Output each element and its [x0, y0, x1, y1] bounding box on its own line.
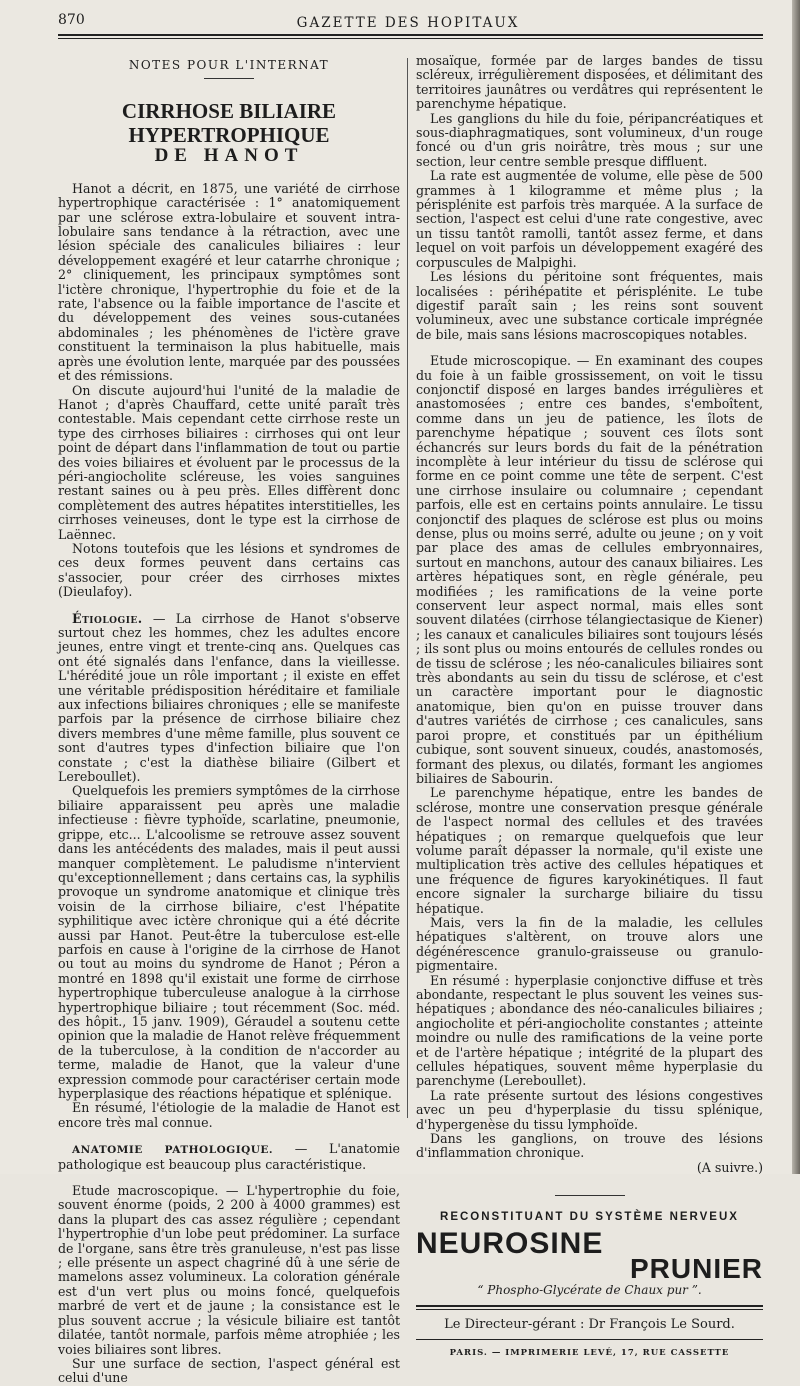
footer-rule — [416, 1305, 763, 1307]
paragraph: Quelquefois les premiers symptômes de la cirrhose biliaire apparaissent peu après une maladie infectieuse : fièvre typhoïde, scarlatine, pneumonie, grippe, etc... L'alcoolisme se retrouve assez souvent dans les antécédents des malades, mais il peut aussi manquer complètement. Le paludisme n'intervient qu'exceptionnellement ; dans certains cas, la syphilis provoque un syndrome anatomique et clinique très voisin de la cirrhose biliaire, c'est l'hépatite syphilitique avec ictère chronique qui a été décrite aussi par Hanot. Peut-être la tuberculose est-elle parfois en cause à l'origine de la cirrhose de Hanot ou tout au moins du syndrome de Hanot ; Péron a montré en 1898 qu'il existait une forme de cirrhose hypertrophique tuberculeuse analogue à la cirrhose hypertrophique biliaire ; tout récemment (Soc. méd. des hôpit., 15 janv. 1909), Géraudel a soutenu cette opinion que la maladie de Hanot relève fréquemment de la tuberculose, à la condition de n'accorder au terme, maladie de Hanot, que la valeur d'une expression commode pour caractériser certain mode hyperplasique des réactions hépatique et splénique. — [58, 783, 400, 1101]
paragraph: En résumé, l'étiologie de la maladie de Hanot est encore très mal connue. — [58, 1100, 400, 1130]
paragraph-etiologie — [58, 612, 400, 785]
paragraph: En résumé : hyperplasie conjonctive diffuse et très abondante, respectant le plus souvent les veines sus-hépatiques ; abondance des néo-canalicules biliaires ; angiocholite et péri-angiocholite constantes ; atteinte moindre ou nulle des ramifications de la veine porte et de l'artère hépatique ; intégrité de la plupart des cellules hépatiques, souvent même hyperplasie du parenchyme (Lereboullet). — [416, 972, 763, 1089]
article-subtitle: DE HANOT — [154, 145, 304, 167]
paragraph: Le parenchyme hépatique, entre les bandes de sclérose, montre une conservation presque générale de l'aspect normal des cellules et des travées hépatiques ; on remarque quelquefois que leur volume paraît dépasser la normale, qu'il existe une multiplication très active des cellules hépatiques et une fréquence de figures karyokinétiques. Il faut encore signaler la surcharge biliaire du tissu hépatique. — [416, 785, 763, 916]
ad-maker-name: PRUNIER — [629, 1252, 763, 1284]
header-rule — [58, 34, 763, 36]
paragraph: Hanot a décrit, en 1875, une variété de cirrhose hypertrophique caractérisée : 1° anatomiquement par une sclérose extra-lobulaire et souvent intra-lobulaire sans tendance à la rétraction, avec une lésion spéciale des canalicules biliaires : leur développement exagéré et leur catarrhe chronique ; 2° cliniquement, les principaux symptômes sont l'ictère chronique, l'hypertrophie du foie et de la rate, l'absence ou la faible importance de l'ascite et du développement des veines sous-cutanées abdominales ; les phénomènes de l'ictère grave constituent la terminaison la plus habituelle, mais après une évolution lente, marquée par des poussées et des rémissions. — [58, 180, 400, 384]
paragraph: On discute aujourd'hui l'unité de la maladie de Hanot ; d'après Chauffard, cette unité paraît très contestable. Mais cependant cette cirrhose reste un type des cirrhoses biliaires : cirrhoses qui ont leur point de départ dans l'inflammation de tout ou partie des voies biliaires et évoluent par le processus de la péri-angiocholite scléreuse, les voies sanguines restant saines ou à peu près. Elles diffèrent donc complètement des autres hépatites interstitielles, les cirrhoses veineuses, dont le type est la cirrhose de Laënnec. — [58, 382, 400, 542]
paragraph: Sur une surface de section, l'aspect général est celui d'une — [58, 1355, 400, 1386]
paragraph: mosaïque, formée par de larges bandes de tissu scléreux, irrégulièrement disposées, et délimitant des territoires jaunâtres ou verdâtres qui représentent le parenchyme hépatique. — [416, 53, 763, 112]
paragraph: Etude microscopique. — En examinant des coupes du foie à un faible grossissement, on voit le tissu conjonctif disposé en larges bandes irrégulières et anastomosées ; entre ces bandes, s'emboîtent, comme dans un jeu de patience, les îlots de parenchyme hépatique ; souvent ces îlots sont échancrés sur leurs bords du fait de la pénétration incomplète à leur intérieur du tissu de sclérose qui forme en ce point comme une tête de serpent. C'est une cirrhose insulaire ou columnaire ; cependant parfois, elle est en certains points annulaire. Le tissu conjonctif des plaques de sclérose est plus ou moins dense, plus ou moins serré, adulte ou jeune ; on y voit par place des amas de cellules embryonnaires, surtout en manchons, autour des canaux biliaires. Les artères hépatiques sont, en règle générale, peu modifiées ; les ramifications de la veine porte conservent leur aspect normal, mais elles sont souvent dilatées (cirrhose télangiectasique de Kiener) ; les canaux et canalicules biliaires sont toujours lésés ; ils sont plus ou moins entourés de cellules rondes ou de tissu de sclérose ; les néo-canalicules biliaires sont très abondants au sein du tissu de sclérose, et c'est un caractère important pour le diagnostic anatomique, bien qu'on en puisse trouver dans d'autres variétés de cirrhose ; ces canalicules, sans paroi propre, et constitués par un épithélium cubique, sont souvent sinueux, coudés, anastomosés, formant des plexus, ou dilatés, formant les angiomes biliaires de Sabourin. — [416, 353, 763, 786]
director-credit: Le Directeur-gérant : Dr François Le Sourd. — [444, 1317, 735, 1333]
paragraph: Les lésions du péritoine sont fréquentes, mais localisées : périhépatite et périsplénite. Le tube digestif paraît sain ; les reins sont souvent volumineux, avec une substance corticale imprégnée de bile, mais sans lésions macroscopiques notables. — [416, 269, 763, 342]
footer-rule-lower — [416, 1339, 763, 1340]
section-heading: NOTES POUR L'INTERNAT — [128, 58, 330, 72]
page-number: 870 — [58, 12, 85, 28]
column-divider — [407, 58, 408, 1118]
to-be-continued: (A suivre.) — [696, 1159, 763, 1175]
paragraph-text: — L'anatomie pathologique est beaucoup plus caractéristique. — [58, 1141, 400, 1172]
left-column — [58, 54, 400, 1386]
paragraph: Dans les ganglions, on trouve des lésions d'inflammation chronique. — [416, 1131, 763, 1161]
journal-title: GAZETTE DES HOPITAUX — [296, 15, 520, 31]
ad-rule — [555, 1195, 625, 1196]
page-header — [58, 12, 758, 34]
paragraph-text: — La cirrhose de Hanot s'observe surtout chez les hommes, chez les adultes encore jeunes, entre vingt et trente-cinq ans. Quelques cas ont été signalés dans l'enfance, dans la vieillesse. L'hérédité joue un rôle important ; il existe en effet une véritable prédisposition héréditaire et familiale aux infections biliaires chroniques ; elle se manifeste parfois par la présence de cirrhose biliaire chez divers membres d'une même famille, plus souvent ce sont d'autres types d'infection biliaire que l'on constate ; c'est la diathèse biliaire (Gilbert et Lereboullet). — [58, 610, 400, 785]
page-edge-shadow — [792, 0, 800, 1174]
right-column — [416, 54, 763, 1360]
footer-rule-thin — [416, 1309, 763, 1310]
header-rule-thin — [58, 38, 763, 39]
section-rule — [204, 78, 254, 79]
ad-brand-name: NEUROSINE — [416, 1226, 604, 1260]
subsection-heading-anatomie: ANATOMIE PATHOLOGIQUE. — [72, 1144, 274, 1157]
article-title: CIRRHOSE BILIAIRE HYPERTROPHIQUE — [121, 99, 337, 148]
subsection-heading-etiologie: Étiologie. — [72, 610, 143, 626]
ad-headline: RECONSTITUANT DU SYSTÈME NERVEUX — [440, 1211, 739, 1224]
advertisement — [416, 1195, 763, 1297]
paragraph-anatomie — [58, 1142, 400, 1172]
paragraph: Les ganglions du hile du foie, péripancréatiques et sous-diaphragmatiques, sont volumineux, d'un rouge foncé ou d'un gris noirâtre, très mous ; sur une section, leur centre semble presque diffluent. — [416, 110, 763, 169]
paragraph: Mais, vers la fin de la maladie, les cellules hépatiques s'altèrent, on trouve alors une dégénérescence granulo-graisseuse ou granulo-pigmentaire. — [416, 914, 763, 974]
printer-credit: PARIS. — IMPRIMERIE LEVÉ, 17, RUE CASSETTE — [449, 1347, 730, 1358]
paragraph: Etude macroscopique. — L'hypertrophie du foie, souvent énorme (poids, 2 200 à 4000 grammes) est dans la plupart des cas assez régulière ; cependant l'hypertrophie d'un lobe peut prédominer. La surface de l'organe, sans être très granuleuse, n'est pas lisse ; elle présente un aspect chagriné dû à une série de mamelons assez volumineux. La coloration générale est d'un vert plus ou moins foncé, quelquefois marbré de vert et de jaune ; la consistance est le plus souvent accrue ; la vésicule biliaire est tantôt dilatée, tantôt normale, parfois même atrophiée ; les voies biliaires sont libres. — [58, 1183, 400, 1357]
paragraph: La rate est augmentée de volume, elle pèse de 500 grammes à 1 kilogramme et même plus ; la périsplénite est parfois très marquée. A la surface de section, l'aspect est celui d'une rate congestive, avec un tissu tantôt ramolli, tantôt assez ferme, et dans lequel on voit parfois un développement exagéré des corpuscules de Malpighi. — [416, 168, 763, 270]
ad-tagline: “ Phospho-Glycérate de Chaux pur ”. — [477, 1282, 702, 1297]
paragraph: Notons toutefois que les lésions et syndromes de ces deux formes peuvent dans certains cas s'associer, pour créer des cirrhoses mixtes (Dieulafoy). — [58, 540, 400, 600]
paragraph: La rate présente surtout des lésions congestives avec un peu d'hyperplasie du tissu splénique, d'hypergenèse du tissu lymphoïde. — [416, 1087, 763, 1132]
